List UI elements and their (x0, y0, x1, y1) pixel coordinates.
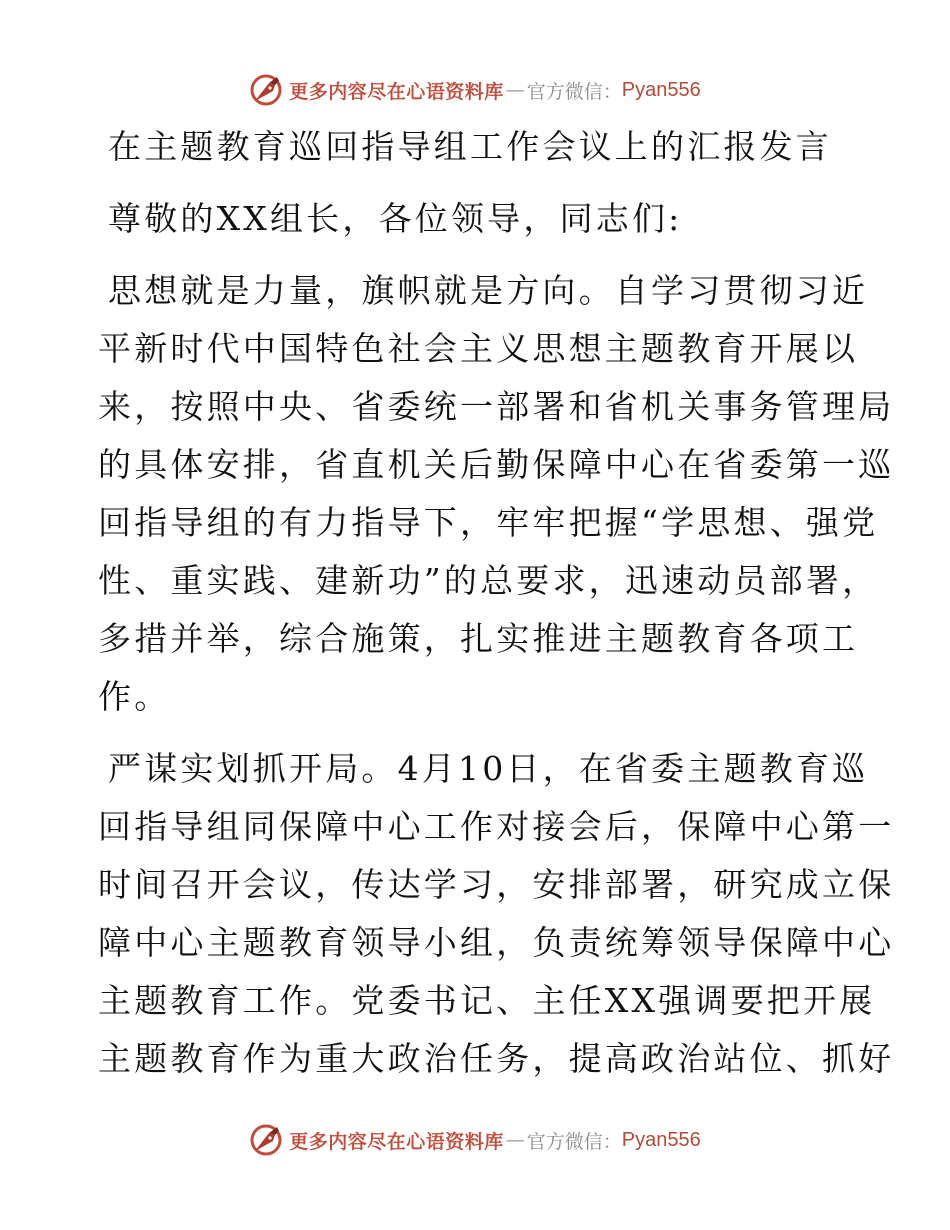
paragraph-line: 平新时代中国特色社会主义思想主题教育开展以 (98, 329, 859, 368)
paragraph-line: 作。 (98, 677, 171, 716)
paragraph-line: 主题教育作为重大政治任务，提高政治站位、抓好 (98, 1039, 895, 1078)
paragraph-line: 回指导组的有力指导下，牢牢把握“学思想、强党 (98, 503, 879, 542)
banner-promo-text: 更多内容尽在心语资料库 (289, 80, 504, 103)
banner-account-id: Pyan556 (621, 78, 701, 101)
header-banner (0, 70, 950, 110)
footer-banner (0, 1120, 950, 1160)
banner-separator: — (505, 79, 525, 101)
banner-official-label: 官方微信： (526, 80, 622, 103)
paragraph-line: 性、重实践、建新功”的总要求，迅速动员部署， (98, 561, 879, 600)
paragraph-line: 思想就是力量，旗帜就是方向。自学习贯彻习近 (108, 271, 869, 310)
paragraph-line: 回指导组同保障中心工作对接会后，保障中心第一 (98, 807, 895, 846)
banner-official-label: 官方微信： (526, 1130, 622, 1153)
document-salutation: 尊敬的XX组长，各位领导，同志们: (108, 199, 683, 238)
paragraph-line: 多措并举，综合施策，扎实推进主题教育各项工 (98, 619, 859, 658)
paragraph-line: 主题教育工作。党委书记、主任XX强调要把开展 (98, 981, 876, 1020)
paragraph-1 (98, 262, 895, 726)
pen-nib-logo-icon (249, 1123, 283, 1157)
banner-separator: — (505, 1129, 525, 1151)
banner-promo-text: 更多内容尽在心语资料库 (289, 1130, 504, 1153)
paragraph-line: 时间召开会议，传达学习，安排部署，研究成立保 (98, 865, 895, 904)
pen-nib-logo-icon (249, 73, 283, 107)
banner-account-id: Pyan556 (621, 1128, 701, 1151)
paragraph-line: 严谋实划抓开局。4月10日，在省委主题教育巡 (108, 749, 869, 788)
paragraph-line: 的具体安排，省直机关后勤保障中心在省委第一巡 (98, 445, 895, 484)
document-title: 在主题教育巡回指导组工作会议上的汇报发言 (108, 127, 832, 166)
document-body (98, 118, 895, 1088)
paragraph-line: 来，按照中央、省委统一部署和省机关事务管理局 (98, 387, 895, 426)
paragraph-line: 障中心主题教育领导小组，负责统筹领导保障中心 (98, 923, 895, 962)
paragraph-2 (98, 740, 895, 1088)
